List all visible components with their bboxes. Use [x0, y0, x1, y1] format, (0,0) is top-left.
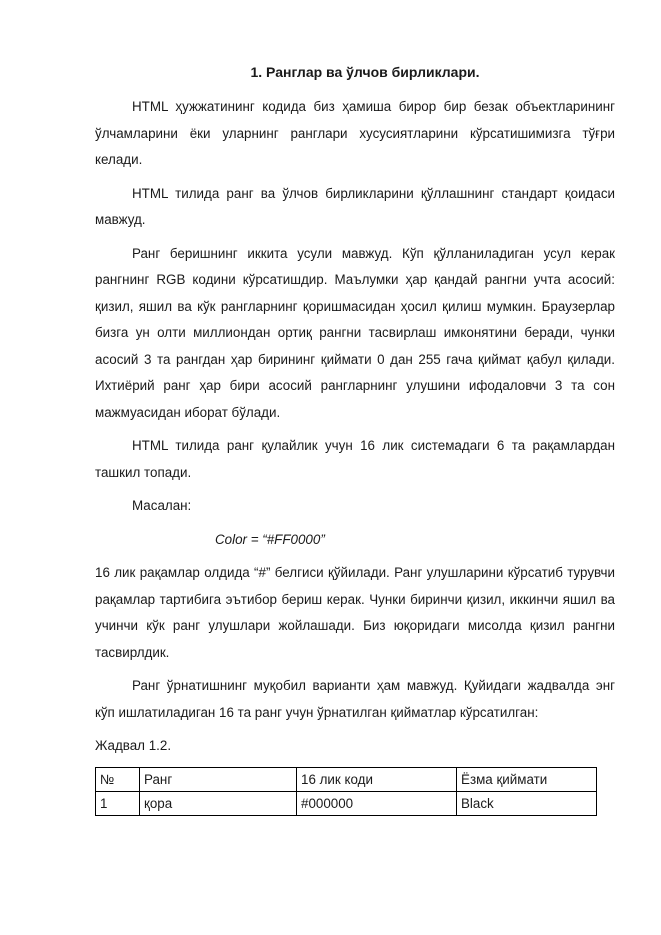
table-header-row [96, 767, 597, 791]
table-caption: Жадвал 1.2. [95, 738, 172, 753]
color-formula: Color = “#FF0000” [215, 531, 325, 547]
header-written-value: Ёзма қиймати [457, 767, 597, 791]
cell-color: қора [140, 791, 297, 815]
header-color: Ранг [140, 767, 297, 791]
cell-written-value: Black [457, 791, 597, 815]
header-hex-code: 16 лик коди [297, 767, 457, 791]
paragraph-hex: HTML тилида ранг қулайлик учун 16 лик системадаги 6 та рақамлардан ташкил топади. [95, 438, 615, 480]
table-row [96, 791, 597, 815]
paragraph-example-label: Масалан: [132, 498, 192, 513]
header-number: № [96, 767, 140, 791]
cell-number: 1 [96, 791, 140, 815]
paragraph-intro: HTML ҳужжатининг кодида биз ҳамиша бирор бир безак объектларининг ўлчамларини ёки уларнинг ранглари хусусиятларини кўрсатишимизга тўғри келади. [95, 99, 615, 167]
paragraph-standard: HTML тилида ранг ва ўлчов бирликларини қўллашнинг стандарт қоидаси мавжуд. [95, 185, 615, 227]
paragraph-alternative: Ранг ўрнатишнинг муқобил варианти ҳам мавжуд. Қуйидаги жадвалда энг кўп ишлатиладиган 16 та ранг учун ўрнатилган қийматлар кўрсатилган: [95, 678, 615, 720]
color-table [95, 767, 597, 816]
paragraph-rgb: Ранг беришнинг иккита усули мавжуд. Кўп қўлланиладиган усул керак рангнинг RGB кодини кўрсатишдир. Маълумки ҳар қандай рангни учта асосий: қизил, яшил ва кўк рангларнинг қоришмасидан ҳосил қилиш мумкин. Браузерлар бизга ун олти миллиондан ортиқ рангни тасвирлаш имконятини беради, чунки асосий 3 та рангдан ҳар бирининг қиймати 0 дан 255 гача қиймат қабул қилади. Ихтиёрий ранг ҳар бири асосий рангларнинг улушини ифодаловчи 3 та сон мажмуасидан иборат бўлади. [95, 245, 615, 420]
cell-hex-code: #000000 [297, 791, 457, 815]
section-title: 1. Ранглар ва ўлчов бирликлари. [250, 64, 480, 80]
paragraph-hash-sign: 16 лик рақамлар олдида “#” белгиси қўйилади. Ранг улушларини кўрсатиб турувчи рақамлар тартибига эътибор бериш керак. Чунки биринчи қизил, иккинчи яшил ва учинчи кўк ранг улушлари жойлашади. Биз юқоридаги мисолда қизил рангни тасвирлдик. [95, 565, 615, 660]
document-page [95, 58, 615, 816]
